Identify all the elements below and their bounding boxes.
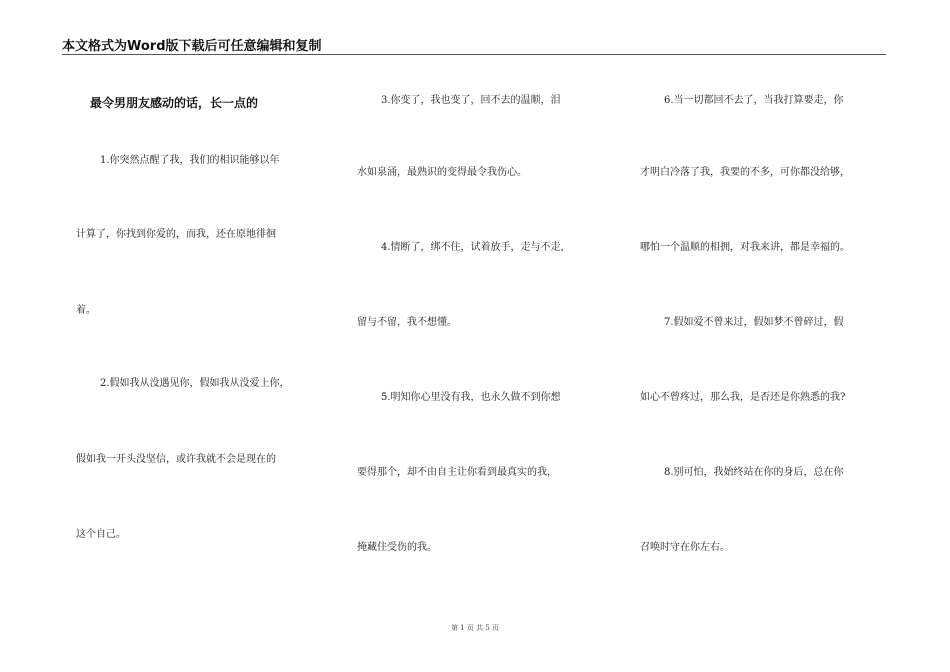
text-line: 1.你突然点醒了我，我们的相识能够以年 bbox=[100, 155, 280, 166]
column-3 bbox=[640, 0, 900, 672]
text-line: 哪怕一个温顺的相拥，对我来讲，都是幸福的。 bbox=[640, 242, 850, 253]
header-text: 本文格式为Word版下载后可任意编辑和复制 bbox=[62, 39, 322, 54]
text-line: 2.假如我从没遇见你，假如我从没爱上你， bbox=[100, 378, 290, 389]
text-line: 6.当一切都回不去了，当我打算要走，你 bbox=[664, 95, 844, 106]
page-number: 第 1 页 共 5 页 bbox=[450, 624, 500, 632]
article-title: 最令男朋友感动的话，长一点的 bbox=[90, 96, 259, 110]
text-line: 留与不留，我不想懂。 bbox=[357, 317, 457, 328]
text-line: 如心不曾疼过，那么我，是否还是你熟悉的我? bbox=[640, 392, 846, 403]
text-line: 掩藏住受伤的我。 bbox=[357, 542, 437, 553]
column-2 bbox=[357, 0, 617, 672]
text-line: 8.别可怕，我始终站在你的身后，总在你 bbox=[664, 467, 844, 478]
text-line: 召唤时守在你左右。 bbox=[640, 542, 730, 553]
text-line: 5.明知你心里没有我，也永久做不到你想 bbox=[381, 392, 561, 403]
text-line: 7.假如爱不曾来过，假如梦不曾碎过，假 bbox=[664, 317, 844, 328]
text-line: 3.你变了，我也变了，回不去的温顺，泪 bbox=[381, 95, 561, 106]
text-line: 才明白冷落了我，我要的不多，可你都没给够， bbox=[640, 167, 850, 178]
text-line: 这个自己。 bbox=[76, 529, 126, 540]
column-1 bbox=[76, 0, 336, 672]
text-line: 假如我一开头没坚信，或许我就不会是现在的 bbox=[76, 454, 276, 465]
text-line: 水如泉涌，最熟识的变得最令我伤心。 bbox=[357, 167, 527, 178]
text-line: 要得那个，却不由自主让你看到最真实的我， bbox=[357, 467, 557, 478]
text-line: 着。 bbox=[76, 305, 96, 316]
text-line: 计算了，你找到你爱的，而我，还在原地徘徊 bbox=[76, 229, 276, 240]
text-line: 4.情断了，绑不住，试着放手，走与不走， bbox=[381, 242, 571, 253]
